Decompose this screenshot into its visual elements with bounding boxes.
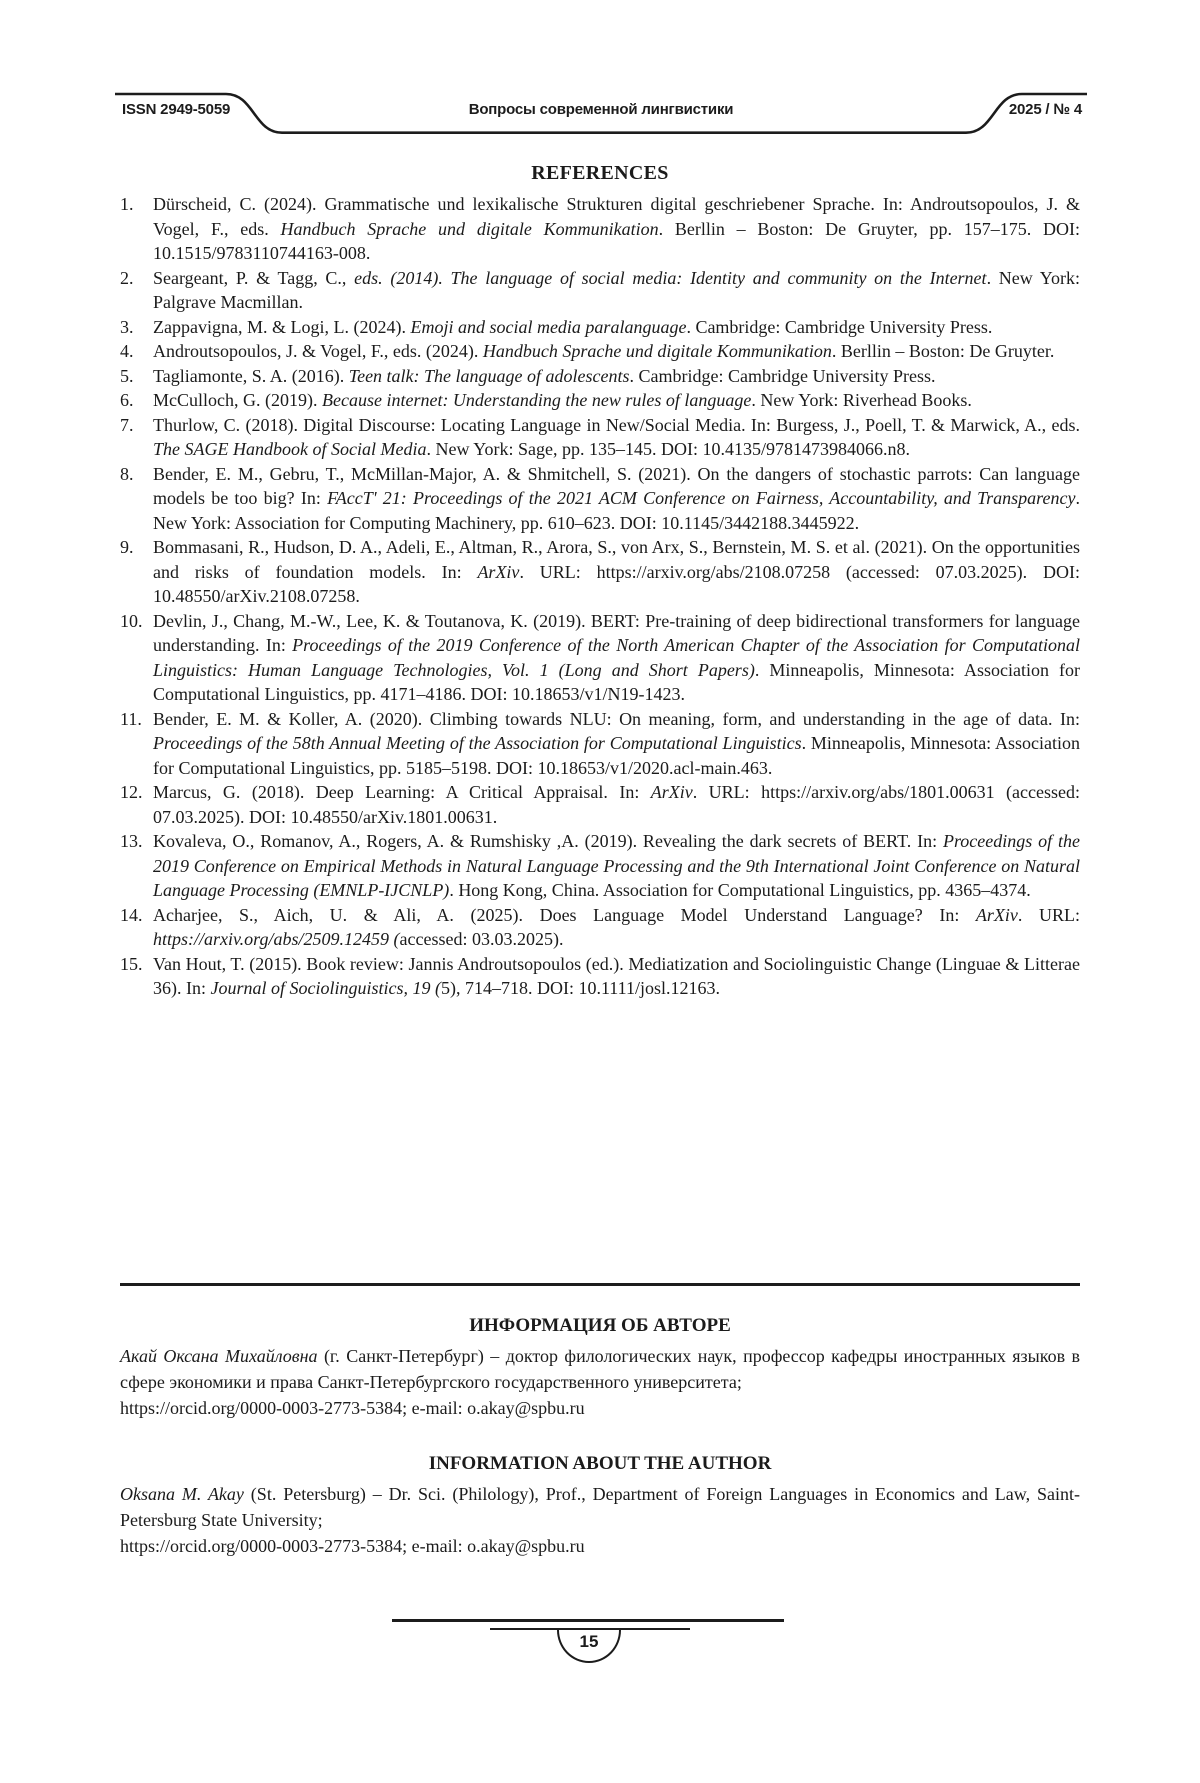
reference-number: 8. — [120, 463, 134, 484]
journal-title: Вопросы современной лингвистики — [468, 101, 734, 118]
reference-item — [120, 388, 1080, 413]
author-info-ru-text: Акай Оксана Михайловна (г. Санкт-Петербург) – доктор филологических наук, профессор кафедры иностранных языков в сфере экономики и права Санкт-Петербургского государственного университета; — [120, 1345, 1080, 1392]
section-divider — [120, 1283, 1080, 1286]
reference-number: 13. — [120, 831, 143, 851]
reference-text: Van Hout, T. (2015). Book review: Jannis Androutsopoulos (ed.). Mediatization and Sociolinguistic Change (Linguae & Litterae 36). In: Journal of Sociolinguistics, 19 (5), 714–718. DOI: 10.1111/josl.12163. — [153, 953, 1080, 998]
reference-text: Acharjee, S., Aich, U. & Ali, A. (2025). Does Language Model Understand Language? In: ArXiv. URL: https://arxiv.org/abs/2509.12459 (accessed: 03.03.2025). — [153, 904, 1080, 949]
reference-item — [120, 315, 1080, 340]
reference-text: Androutsopoulos, J. & Vogel, F., eds. (2024). Handbuch Sprache und digitale Kommunikation. Berllin – Boston: De Gruyter. — [153, 341, 1055, 361]
reference-number: 9. — [120, 537, 134, 557]
page-number: 15 — [579, 1632, 599, 1651]
reference-number: 2. — [120, 267, 134, 288]
reference-text: Bender, E. M. & Koller, A. (2020). Climbing towards NLU: On meaning, form, and understanding in the age of data. In: Proceedings of the 58th Annual Meeting of the Association for Computational Linguistics. Minneapolis, Minnesota: Association for Computational Linguistics, pp. 5185–5198. DOI: 10.18653/v1/2020.acl-main.463. — [153, 708, 1080, 778]
reference-item — [120, 609, 1080, 707]
reference-text: Bommasani, R., Hudson, D. A., Adeli, E., Altman, R., Arora, S., von Arx, S., Bernstein, M. S. et al. (2021). On the opportunities and risks of foundation models. In: ArXiv. URL: https://arxiv.org/abs/2108.07258 (accessed: 07.03.2025). DOI: 10.48550/arXiv.2108.07258. — [153, 537, 1081, 606]
reference-number: 10. — [120, 610, 143, 631]
issn-label: ISSN 2949-5059 — [122, 101, 231, 118]
reference-number: 1. — [120, 194, 134, 214]
running-head — [114, 90, 1088, 138]
reference-text: Marcus, G. (2018). Deep Learning: A Critical Appraisal. In: ArXiv. URL: https://arxiv.org/abs/1801.00631 (accessed: 07.03.2025). DOI: 10.48550/arXiv.1801.00631. — [153, 782, 1080, 827]
reference-text: Kovaleva, O., Romanov, A., Rogers, A. & Rumshisky ,A. (2019). Revealing the dark secrets of BERT. In: Proceedings of the 2019 Conference on Empirical Methods in Natural Language Processing and the 9th International Joint Conference on Natural Language Processing (EMNLP-IJCNLP). Hong Kong, China. Association for Computational Linguistics, pp. 4365–4374. — [153, 831, 1080, 900]
author-info-section — [120, 1283, 1080, 1559]
author-info-ru-title: ИНФОРМАЦИЯ ОБ АВТОРЕ — [469, 1314, 731, 1336]
issue-label: 2025 / № 4 — [1008, 101, 1082, 118]
reference-item — [120, 952, 1080, 1001]
reference-number: 11. — [120, 708, 142, 729]
reference-item — [120, 780, 1080, 829]
reference-item — [120, 829, 1080, 903]
reference-text: Thurlow, C. (2018). Digital Discourse: Locating Language in New/Social Media. In: Burgess, J., Poell, T. & Marwick, A., eds. The SAGE Handbook of Social Media. New York: Sage, pp. 135–145. DOI: 10.4135/9781473984066.n8. — [153, 414, 1080, 459]
author-info-en-text: Oksana M. Akay (St. Petersburg) – Dr. Sci. (Philology), Prof., Department of Foreign Languages in Economics and Law, Saint-Petersburg State University; — [120, 1483, 1080, 1530]
author-info-en-contact: https://orcid.org/0000-0003-2773-5384; e-mail: o.akay@spbu.ru — [120, 1535, 585, 1556]
reference-item — [120, 462, 1080, 536]
reference-number: 12. — [120, 782, 143, 802]
footer-line-long — [392, 1619, 784, 1622]
references-list — [120, 192, 1080, 1001]
reference-text: Bender, E. M., Gebru, T., McMillan-Major, A. & Shmitchell, S. (2021). On the dangers of stochastic parrots: Can language models be too big? In: FAccT' 21: Proceedings of the 2021 ACM Conference on Fairness, Accountability, and Transparency. New York: Association for Computing Machinery, pp. 610–623. DOI: 10.1145/3442188.3445922. — [153, 463, 1080, 533]
reference-item — [120, 903, 1080, 952]
reference-number: 5. — [120, 365, 134, 386]
reference-item — [120, 413, 1080, 462]
reference-number: 6. — [120, 390, 134, 410]
references-section — [120, 162, 1080, 1001]
author-info-en-title: INFORMATION ABOUT THE AUTHOR — [428, 1452, 772, 1474]
reference-text: Dürscheid, C. (2024). Grammatische und lexikalische Strukturen digital geschriebener Sprache. In: Androutsopoulos, J. & Vogel, F., eds. Handbuch Sprache und digitale Kommunikation. Berllin – Boston: De Gruyter, pp. 157–175. DOI: 10.1515/9783110744163-008. — [153, 194, 1080, 263]
reference-number: 3. — [120, 316, 134, 337]
author-info-ru-contact: https://orcid.org/0000-0003-2773-5384; e-mail: o.akay@spbu.ru — [120, 1397, 585, 1418]
reference-item — [120, 535, 1080, 609]
reference-item — [120, 339, 1080, 364]
reference-item — [120, 192, 1080, 266]
reference-item — [120, 364, 1080, 389]
reference-text: McCulloch, G. (2019). Because internet: Understanding the new rules of language. New York: Riverhead Books. — [153, 390, 972, 410]
reference-number: 4. — [120, 341, 134, 361]
reference-number: 14. — [120, 904, 143, 925]
reference-text: Zappavigna, M. & Logi, L. (2024). Emoji and social media paralanguage. Cambridge: Cambridge University Press. — [153, 316, 993, 337]
reference-item — [120, 707, 1080, 781]
reference-number: 7. — [120, 414, 134, 435]
reference-item — [120, 266, 1080, 315]
reference-text: Seargeant, P. & Tagg, C., eds. (2014). The language of social media: Identity and community on the Internet. New York: Palgrave Macmillan. — [153, 267, 1080, 312]
reference-number: 15. — [120, 953, 143, 974]
reference-text: Tagliamonte, S. A. (2016). Teen talk: The language of adolescents. Cambridge: Cambridge University Press. — [153, 365, 936, 386]
references-title: REFERENCES — [531, 162, 669, 184]
reference-text: Devlin, J., Chang, M.-W., Lee, K. & Toutanova, K. (2019). BERT: Pre-training of deep bidirectional transformers for language understanding. In: Proceedings of the 2019 Conference of the North American Chapter of the Association for Computational Linguistics: Human Language Technologies, Vol. 1 (Long and Short Papers). Minneapolis, Minnesota: Association for Computational Linguistics, pp. 4171–4186. DOI: 10.18653/v1/N19-1423. — [153, 610, 1081, 704]
